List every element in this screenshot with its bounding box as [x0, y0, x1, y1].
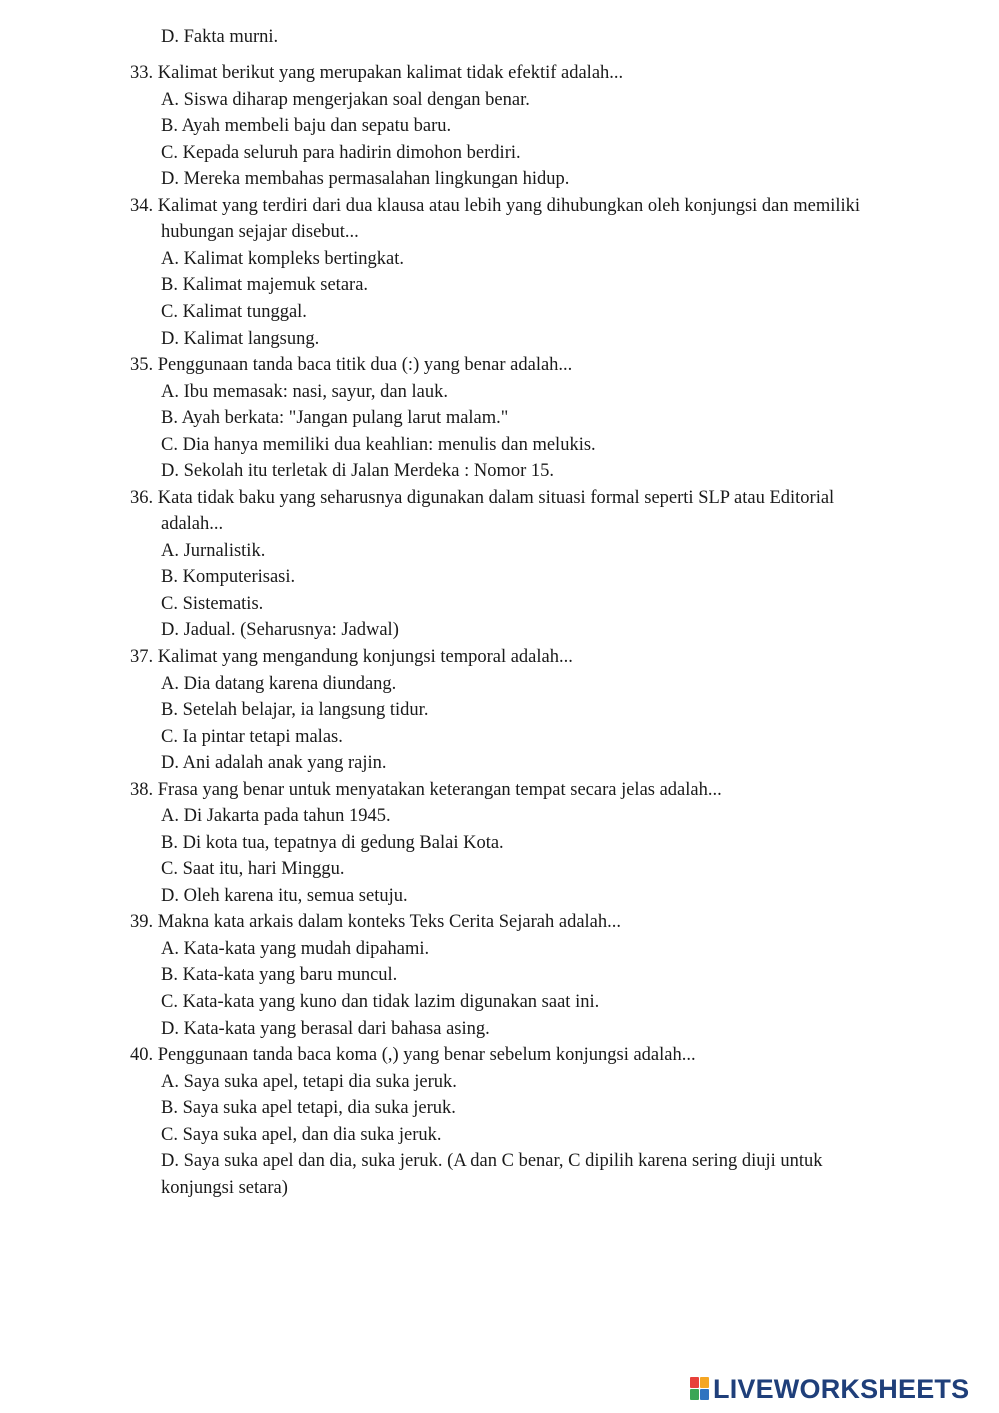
option-c-q40: C. Saya suka apel, dan dia suka jeruk.: [161, 1125, 442, 1145]
question-33: 33. Kalimat berikut yang merupakan kalimat tidak efektif adalah...: [130, 63, 624, 83]
question-37: 37. Kalimat yang mengandung konjungsi temporal adalah...: [130, 647, 573, 667]
option-d-q32: D. Fakta murni.: [161, 27, 279, 47]
option-a-q35: A. Ibu memasak: nasi, sayur, dan lauk.: [161, 382, 448, 402]
logo-tile-l: [690, 1377, 699, 1388]
option-b-q39: B. Kata-kata yang baru muncul.: [161, 965, 398, 985]
option-a-q34: A. Kalimat kompleks bertingkat.: [161, 249, 405, 269]
option-c-q35: C. Dia hanya memiliki dua keahlian: menulis dan melukis.: [161, 435, 596, 455]
question-38: 38. Frasa yang benar untuk menyatakan keterangan tempat secara jelas adalah...: [130, 780, 722, 800]
option-d-q34: D. Kalimat langsung.: [161, 329, 320, 349]
question-35: 35. Penggunaan tanda baca titik dua (:) yang benar adalah...: [130, 355, 573, 375]
question-34: 34. Kalimat yang terdiri dari dua klausa atau lebih yang dihubungkan oleh konjungsi dan memiliki: [130, 196, 861, 216]
question-39: 39. Makna kata arkais dalam konteks Teks Cerita Sejarah adalah...: [130, 912, 622, 932]
option-b-q37: B. Setelah belajar, ia langsung tidur.: [161, 700, 429, 720]
option-d-q37: D. Ani adalah anak yang rajin.: [161, 753, 387, 773]
option-d-q35: D. Sekolah itu terletak di Jalan Merdeka : Nomor 15.: [161, 461, 555, 481]
option-b-q40: B. Saya suka apel tetapi, dia suka jeruk.: [161, 1098, 456, 1118]
option-d-q40: D. Saya suka apel dan dia, suka jeruk. (A dan C benar, C dipilih karena sering diuji untuk: [161, 1151, 823, 1171]
option-b-q33: B. Ayah membeli baju dan sepatu baru.: [161, 116, 452, 136]
option-d-q40-continued: konjungsi setara): [161, 1178, 288, 1198]
liveworksheets-logo[interactable]: [690, 1372, 969, 1406]
option-c-q37: C. Ia pintar tetapi malas.: [161, 727, 343, 747]
logo-tile-i: [700, 1377, 709, 1388]
option-b-q34: B. Kalimat majemuk setara.: [161, 275, 369, 295]
option-a-q37: A. Dia datang karena diundang.: [161, 674, 397, 694]
option-a-q33: A. Siswa diharap mengerjakan soal dengan benar.: [161, 90, 530, 110]
option-a-q40: A. Saya suka apel, tetapi dia suka jeruk.: [161, 1072, 457, 1092]
option-c-q38: C. Saat itu, hari Minggu.: [161, 859, 345, 879]
question-34-continued: hubungan sejajar disebut...: [161, 222, 359, 242]
option-c-q39: C. Kata-kata yang kuno dan tidak lazim digunakan saat ini.: [161, 992, 600, 1012]
option-a-q38: A. Di Jakarta pada tahun 1945.: [161, 806, 391, 826]
liveworksheets-logo-icon: [690, 1377, 710, 1401]
question-36-continued: adalah...: [161, 514, 224, 534]
option-a-q39: A. Kata-kata yang mudah dipahami.: [161, 939, 430, 959]
option-c-q36: C. Sistematis.: [161, 594, 264, 614]
option-d-q36: D. Jadual. (Seharusnya: Jadwal): [161, 620, 399, 640]
option-c-q33: C. Kepada seluruh para hadirin dimohon berdiri.: [161, 143, 521, 163]
logo-tile-v: [690, 1389, 699, 1400]
option-d-q33: D. Mereka membahas permasalahan lingkungan hidup.: [161, 169, 570, 189]
option-b-q35: B. Ayah berkata: "Jangan pulang larut malam.": [161, 408, 509, 428]
logo-text: LIVEWORKSHEETS: [713, 1373, 970, 1404]
option-a-q36: A. Jurnalistik.: [161, 541, 266, 561]
option-d-q38: D. Oleh karena itu, semua setuju.: [161, 886, 408, 906]
option-b-q36: B. Komputerisasi.: [161, 567, 296, 587]
logo-tile-e: [700, 1389, 709, 1400]
question-40: 40. Penggunaan tanda baca koma (,) yang benar sebelum konjungsi adalah...: [130, 1045, 696, 1065]
option-c-q34: C. Kalimat tunggal.: [161, 302, 307, 322]
question-36: 36. Kata tidak baku yang seharusnya digunakan dalam situasi formal seperti SLP atau Editorial: [130, 488, 835, 508]
option-b-q38: B. Di kota tua, tepatnya di gedung Balai Kota.: [161, 833, 504, 853]
option-d-q39: D. Kata-kata yang berasal dari bahasa asing.: [161, 1019, 490, 1039]
